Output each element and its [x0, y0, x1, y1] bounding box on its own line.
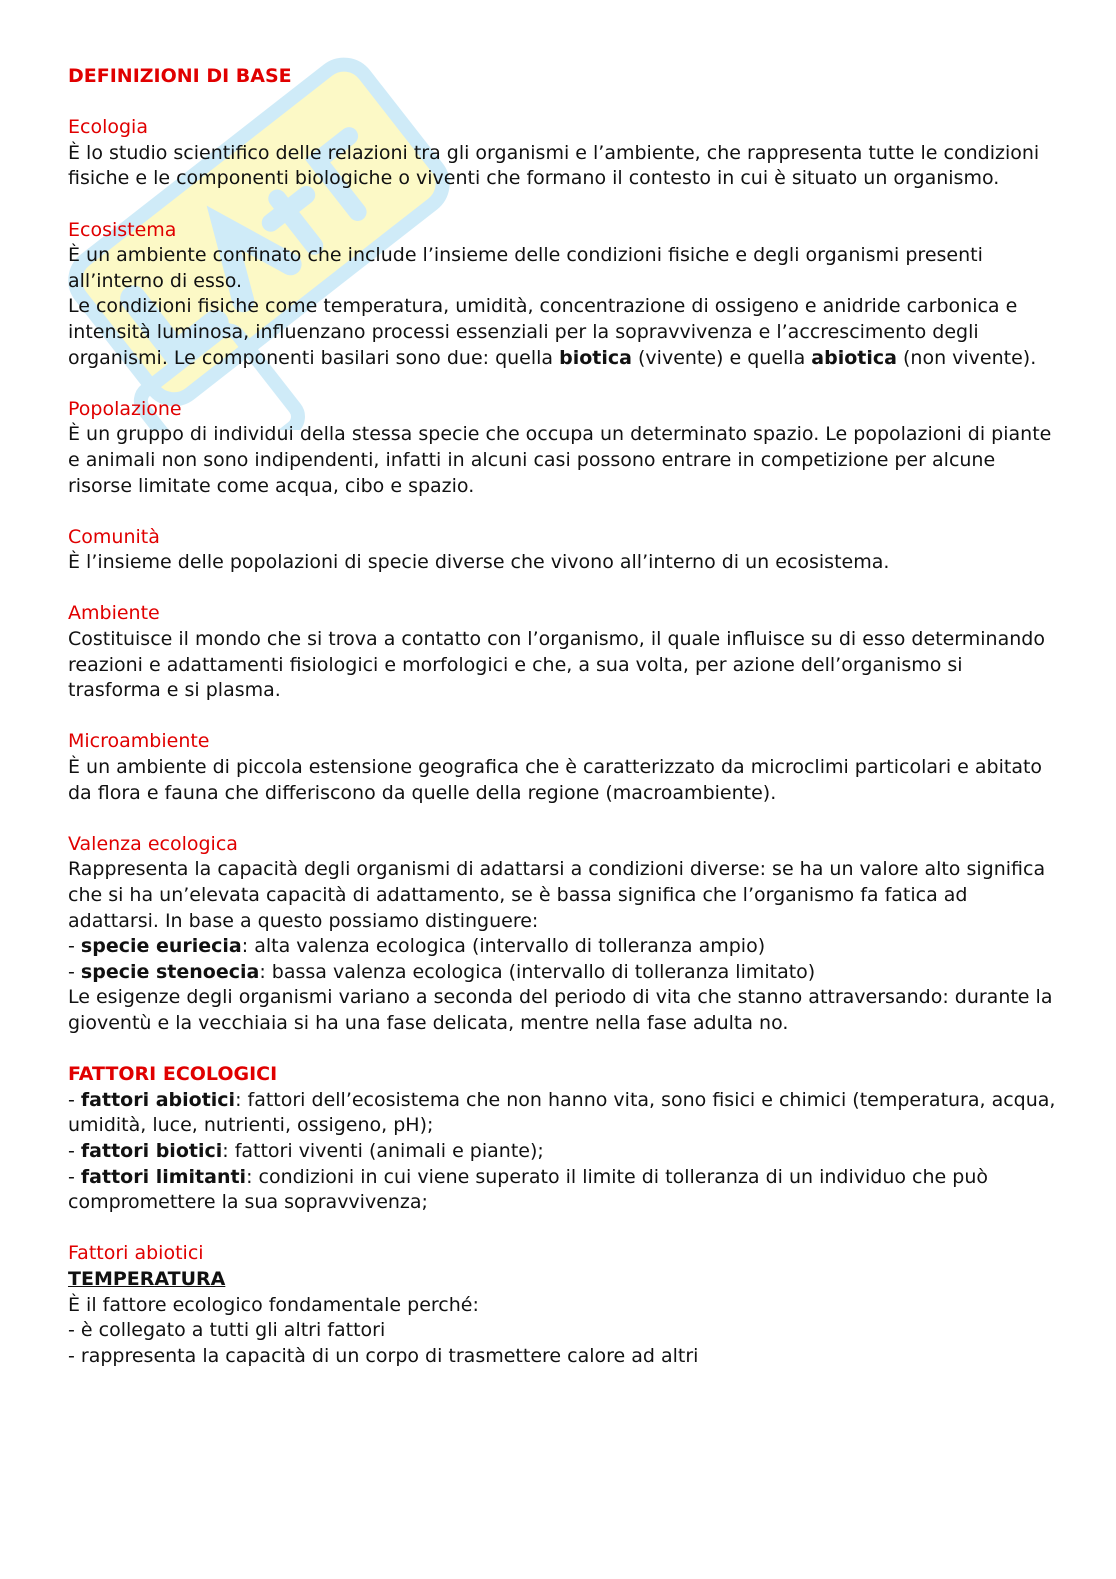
list-item: - rappresenta la capacità di un corpo di trasmettere calore ad altri [68, 1344, 699, 1367]
text-span: : fattori viventi (animali e piante); [222, 1139, 544, 1162]
list-item [68, 1165, 1058, 1216]
section-title-fattori: FATTORI ECOLOGICI [68, 1063, 278, 1086]
definition-popolazione: È un gruppo di individui della stessa specie che occupa un determinato spazio. Le popolazioni di piante e animali non sono indipendenti, infatti in alcuni casi possono entrare in competizione per alcune risorse limitate come acqua, cibo e spazio. [68, 423, 1052, 497]
definition-comunita: È l’insieme delle popolazioni di specie diverse che vivono all’interno di un ecosistema. [68, 551, 890, 574]
term-ecosistema: Ecosistema [68, 218, 177, 241]
text-span: - [68, 1139, 81, 1162]
list-item [68, 1139, 1058, 1165]
list-item [68, 960, 1058, 986]
definition-ecosistema-1: È un ambiente confinato che include l’insieme delle condizioni fisiche e degli organismi presenti all’interno di esso. [68, 244, 983, 292]
term-popolazione: Popolazione [68, 397, 182, 420]
text-span: : fattori dell’ecosistema che non hanno vita, sono fisici e chimici (temperatura, acqua, umidità, luce, nutrienti, ossigeno, pH); [68, 1088, 1056, 1137]
subtitle-temperatura: TEMPERATURA [68, 1267, 226, 1290]
bold-biotica: biotica [559, 346, 632, 369]
text-span: - [68, 1165, 81, 1188]
bold-term: specie stenoecia [80, 960, 260, 983]
definition-microambiente: È un ambiente di piccola estensione geografica che è caratterizzato da microclimi particolari e abitato da flora e fauna che differiscono da quelle della regione (macroambiente). [68, 756, 1043, 804]
definition-temperatura: È il fattore ecologico fondamentale perché: [68, 1293, 479, 1316]
text-span: - [68, 935, 81, 958]
term-ambiente: Ambiente [68, 602, 160, 625]
text-span: : bassa valenza ecologica (intervallo di tolleranza limitato) [259, 960, 816, 983]
term-fattori-abiotici: Fattori abiotici [68, 1242, 204, 1265]
term-comunita: Comunità [68, 525, 160, 548]
definition-valenza-1: Rappresenta la capacità degli organismi di adattarsi a condizioni diverse: se ha un valore alto significa che si ha un’elevata capacità di adattamento, se è bassa significa che l’organismo fa fatica ad adattarsi. In base a questo possiamo distinguere: [68, 858, 1046, 932]
definition-ecosistema-2 [68, 294, 1058, 371]
document-page [68, 64, 1058, 1369]
text-span: (vivente) e quella [631, 346, 812, 369]
text-span: : condizioni in cui viene superato il limite di tolleranza di un individuo che può compromettere la sua sopravvivenza; [68, 1165, 988, 1214]
term-valenza-ecologica: Valenza ecologica [68, 832, 238, 855]
list-item: - è collegato a tutti gli altri fattori [68, 1319, 386, 1342]
text-span: Le condizioni fisiche come temperatura, umidità, concentrazione di ossigeno e anidride carbonica e intensità luminosa, influenzano processi essenziali per la sopravvivenza e l’accrescimento degli organismi. Le componenti basilari sono due: quella [68, 295, 1018, 369]
definition-ecologia: È lo studio scientifico delle relazioni tra gli organismi e l’ambiente, che rappresenta tutte le condizioni fisiche e le componenti biologiche o viventi che formano il contesto in cui è situato un organismo. [68, 141, 1040, 190]
bold-abiotica: abiotica [811, 346, 897, 369]
definition-ambiente: Costituisce il mondo che si trova a contatto con l’organismo, il quale influisce su di esso determinando reazioni e adattamenti fisiologici e morfologici e che, a sua volta, per azione dell’organismo si trasforma e si plasma. [68, 628, 1045, 702]
definition-valenza-2: Le esigenze degli organismi variano a seconda del periodo di vita che stanno attraversando: durante la gioventù e la vecchiaia si ha una fase delicata, mentre nella fase adulta no. [68, 986, 1053, 1034]
text-span: - [68, 960, 81, 983]
bold-term: fattori abiotici [80, 1088, 236, 1111]
bold-term: specie euriecia [80, 935, 242, 958]
term-ecologia: Ecologia [68, 116, 148, 139]
text-span: - [68, 1088, 81, 1111]
main-title: DEFINIZIONI DI BASE [68, 65, 292, 87]
term-microambiente: Microambiente [68, 730, 210, 753]
list-item [68, 1088, 1058, 1139]
text-span: (non vivente). [896, 346, 1037, 369]
bold-term: fattori limitanti [80, 1165, 247, 1188]
list-item [68, 934, 1058, 960]
bold-term: fattori biotici [80, 1139, 223, 1162]
text-span: : alta valenza ecologica (intervallo di tolleranza ampio) [241, 935, 766, 958]
